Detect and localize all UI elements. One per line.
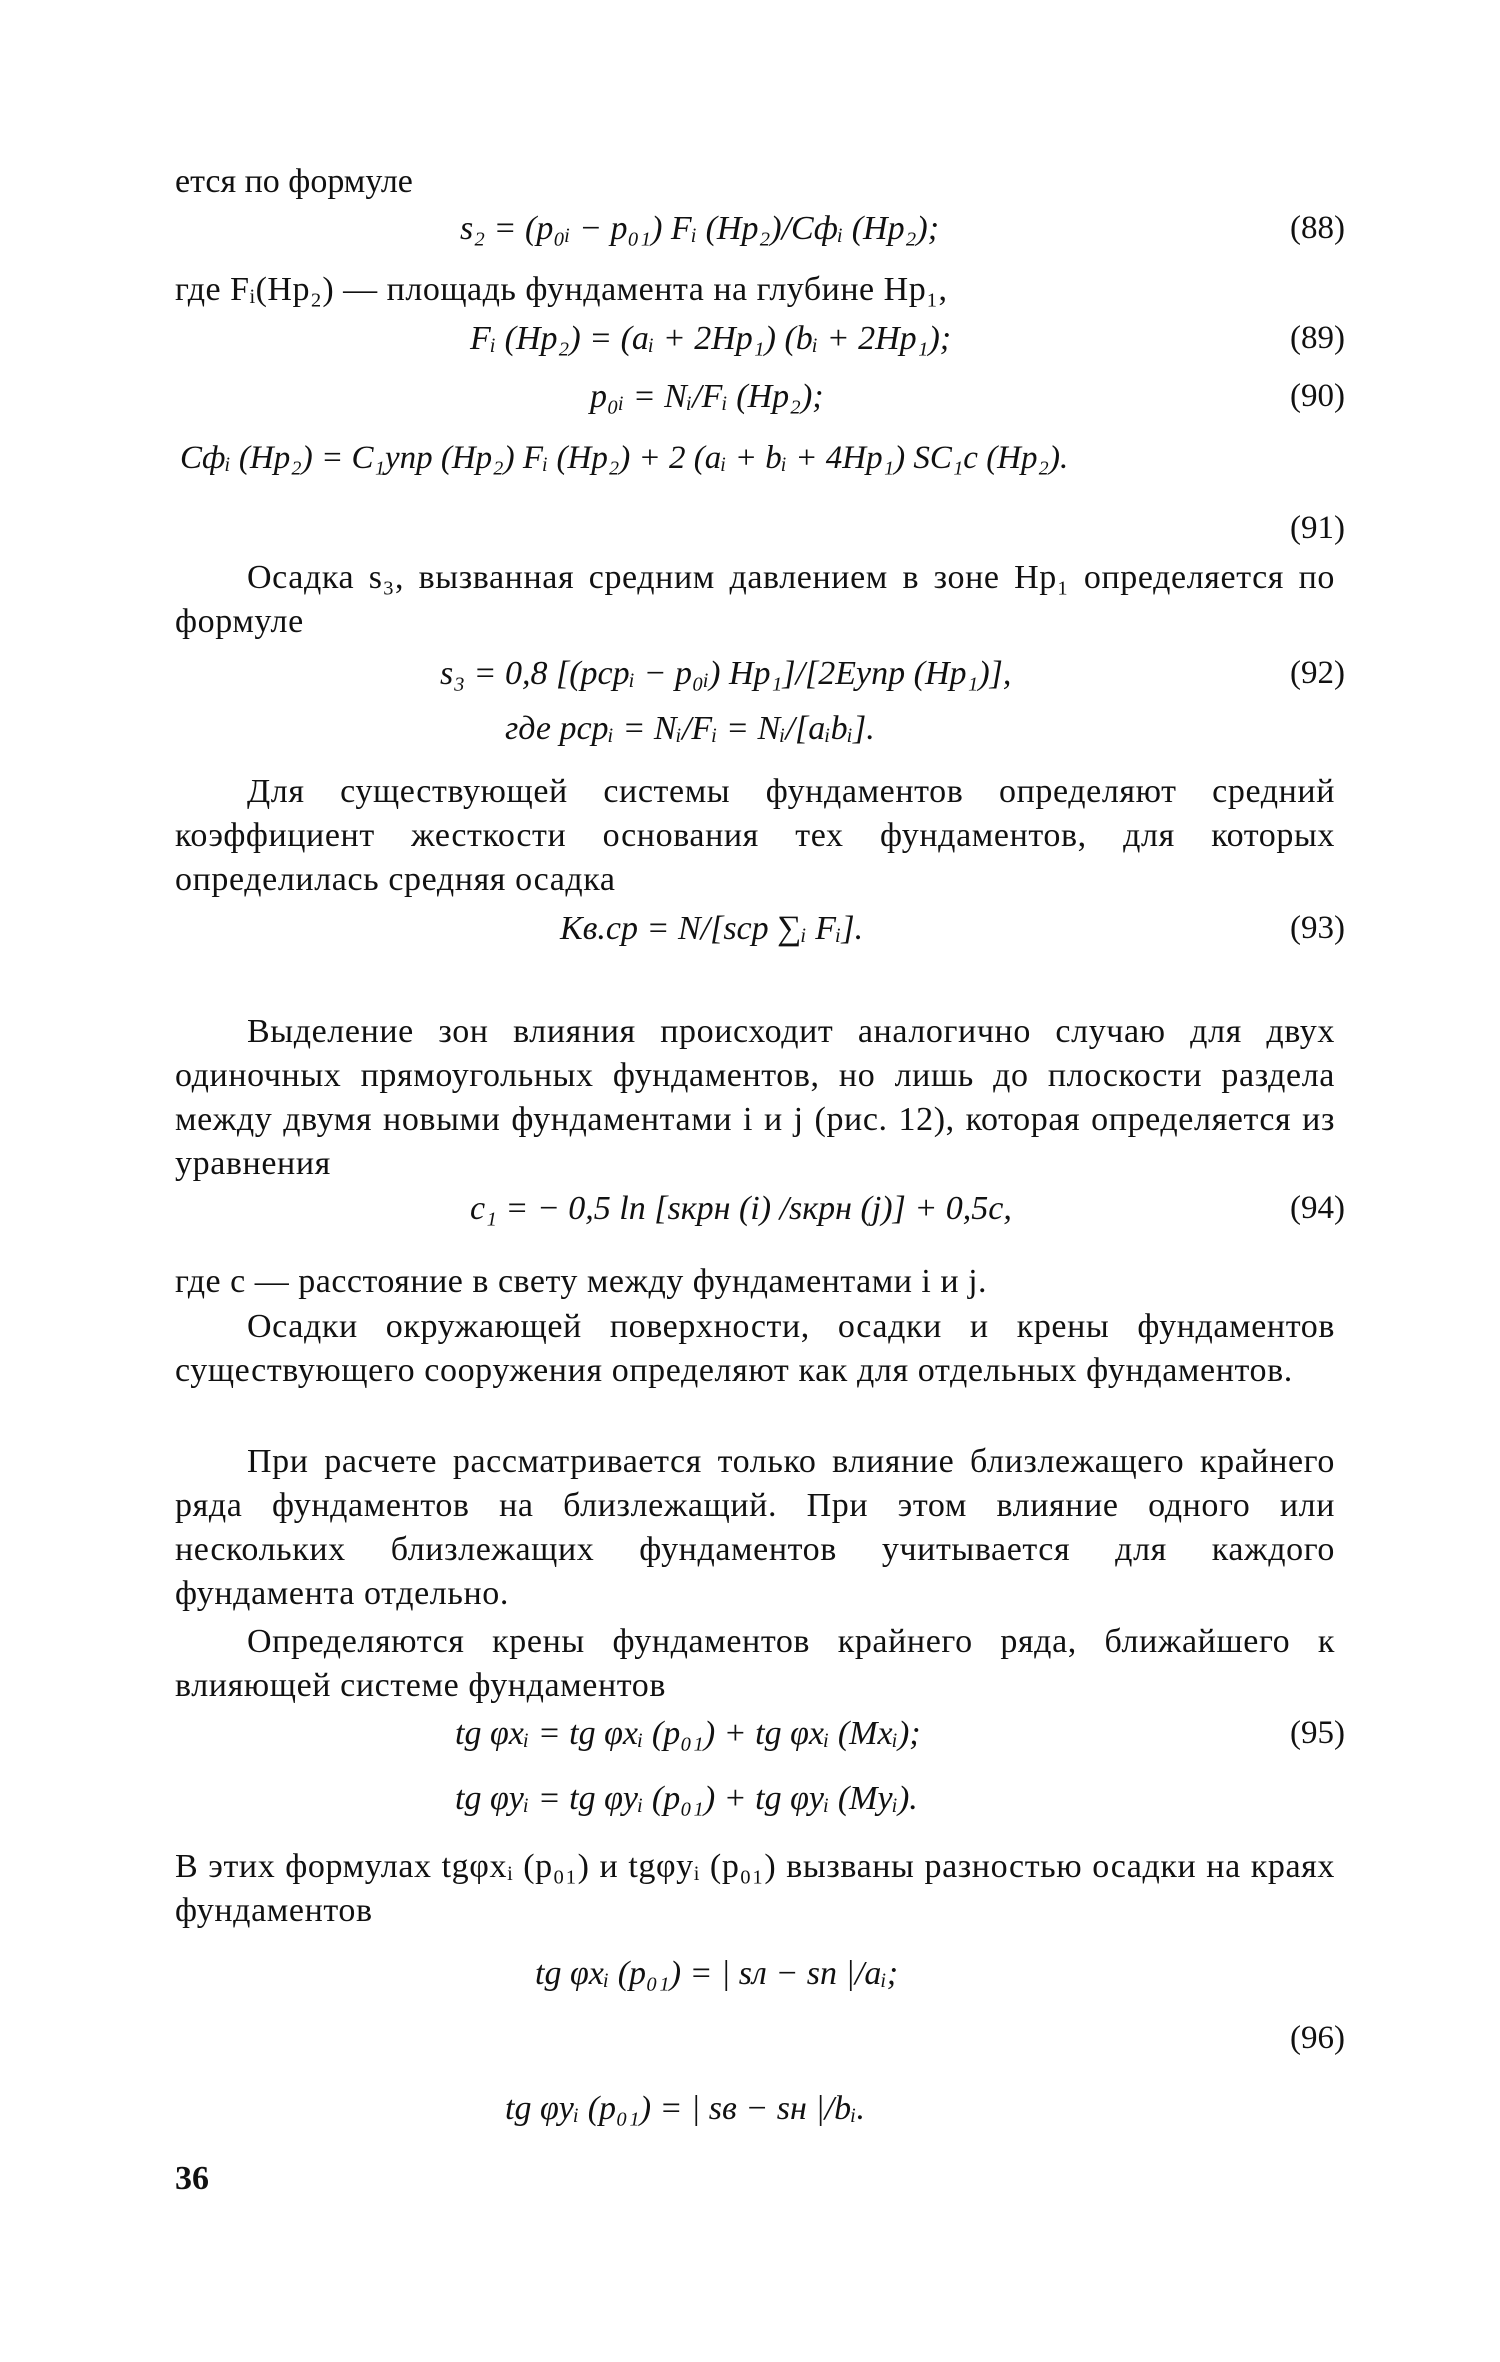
formula-92: s₃ = 0,8 [(pсрᵢ − p₀ᵢ) Hр₁]/[2Eупр (Hр₁)],	[440, 655, 1012, 692]
equation-number: (94)	[1290, 1190, 1345, 1226]
formula-95b: tg φyᵢ = tg φyᵢ (p₀₁) + tg φyᵢ (Myᵢ).	[455, 1780, 918, 1817]
equation-number: (90)	[1290, 378, 1345, 414]
equation-number: (88)	[1290, 210, 1345, 246]
paragraph: Выделение зон влияния происходит аналогично случаю для двух одиночных прямоугольных фундаментов, но лишь до плоскости раздела между двумя новыми фундаментами i и j (рис. 12), которая определяется из уравнения	[175, 1013, 1335, 1182]
paragraph: В этих формулах tgφxᵢ (p₀₁) и tgφyᵢ (p₀₁) вызваны разностью осадки на краях фундаментов	[175, 1848, 1335, 1929]
formula-92-where: где pсрᵢ = Nᵢ/Fᵢ = Nᵢ/[aᵢbᵢ].	[505, 710, 875, 747]
formula-88: s₂ = (p₀ᵢ − p₀₁) Fᵢ (Hр₂)/Cфᵢ (Hр₂);	[460, 210, 940, 247]
page-number: 36	[175, 2160, 209, 2197]
equation-number: (91)	[1290, 510, 1345, 546]
paragraph: Осадка s₃, вызванная средним давлением в зоне Hр₁ определяется по формуле	[175, 559, 1335, 640]
equation-number: (92)	[1290, 655, 1345, 691]
paragraph: Осадки окружающей поверхности, осадки и крены фундаментов существующего сооружения определяют как для отдельных фундаментов.	[175, 1308, 1335, 1389]
formula-89: Fᵢ (Hр₂) = (aᵢ + 2Hр₁) (bᵢ + 2Hр₁);	[470, 320, 952, 357]
formula-96b: tg φyᵢ (p₀₁) = | sв − sн |/bᵢ.	[505, 2090, 866, 2127]
formula-95a: tg φxᵢ = tg φxᵢ (p₀₁) + tg φxᵢ (Mxᵢ);	[455, 1715, 921, 1752]
formula-96a: tg φxᵢ (p₀₁) = | sл − sп |/aᵢ;	[535, 1955, 899, 1992]
formula-93: Kв.ср = N/[sср ∑ᵢ Fᵢ].	[560, 910, 864, 947]
paragraph: Для существующей системы фундаментов определяют средний коэффициент жесткости основания тех фундаментов, для которых определилась средняя осадка	[175, 773, 1335, 898]
formula-90: p₀ᵢ = Nᵢ/Fᵢ (Hр₂);	[590, 378, 824, 415]
formula-94: c₁ = − 0,5 ln [sкрн (i) /sкрн (j)] + 0,5c,	[470, 1190, 1012, 1227]
equation-number: (96)	[1290, 2020, 1345, 2056]
text-line: где c — расстояние в свету между фундаментами i и j.	[175, 1263, 988, 1300]
formula-91: Cфᵢ (Hр₂) = C₁упр (Hр₂) Fᵢ (Hр₂) + 2 (aᵢ + bᵢ + 4Hр₁) SC₁с (Hр₂).	[180, 440, 1069, 476]
text-line: где Fᵢ(Hр₂) — площадь фундамента на глубине Hр₁,	[175, 271, 948, 308]
equation-number: (95)	[1290, 1715, 1345, 1751]
equation-number: (89)	[1290, 320, 1345, 356]
paragraph: Определяются крены фундаментов крайнего ряда, ближайшего к влияющей системе фундаментов	[175, 1623, 1335, 1704]
equation-number: (93)	[1290, 910, 1345, 946]
paragraph: При расчете рассматривается только влияние близлежащего крайнего ряда фундаментов на близлежащий. При этом влияние одного или нескольких близлежащих фундаментов учитывается для каждого фундамента отдельно.	[175, 1443, 1335, 1612]
text-line: ется по формуле	[175, 163, 413, 200]
